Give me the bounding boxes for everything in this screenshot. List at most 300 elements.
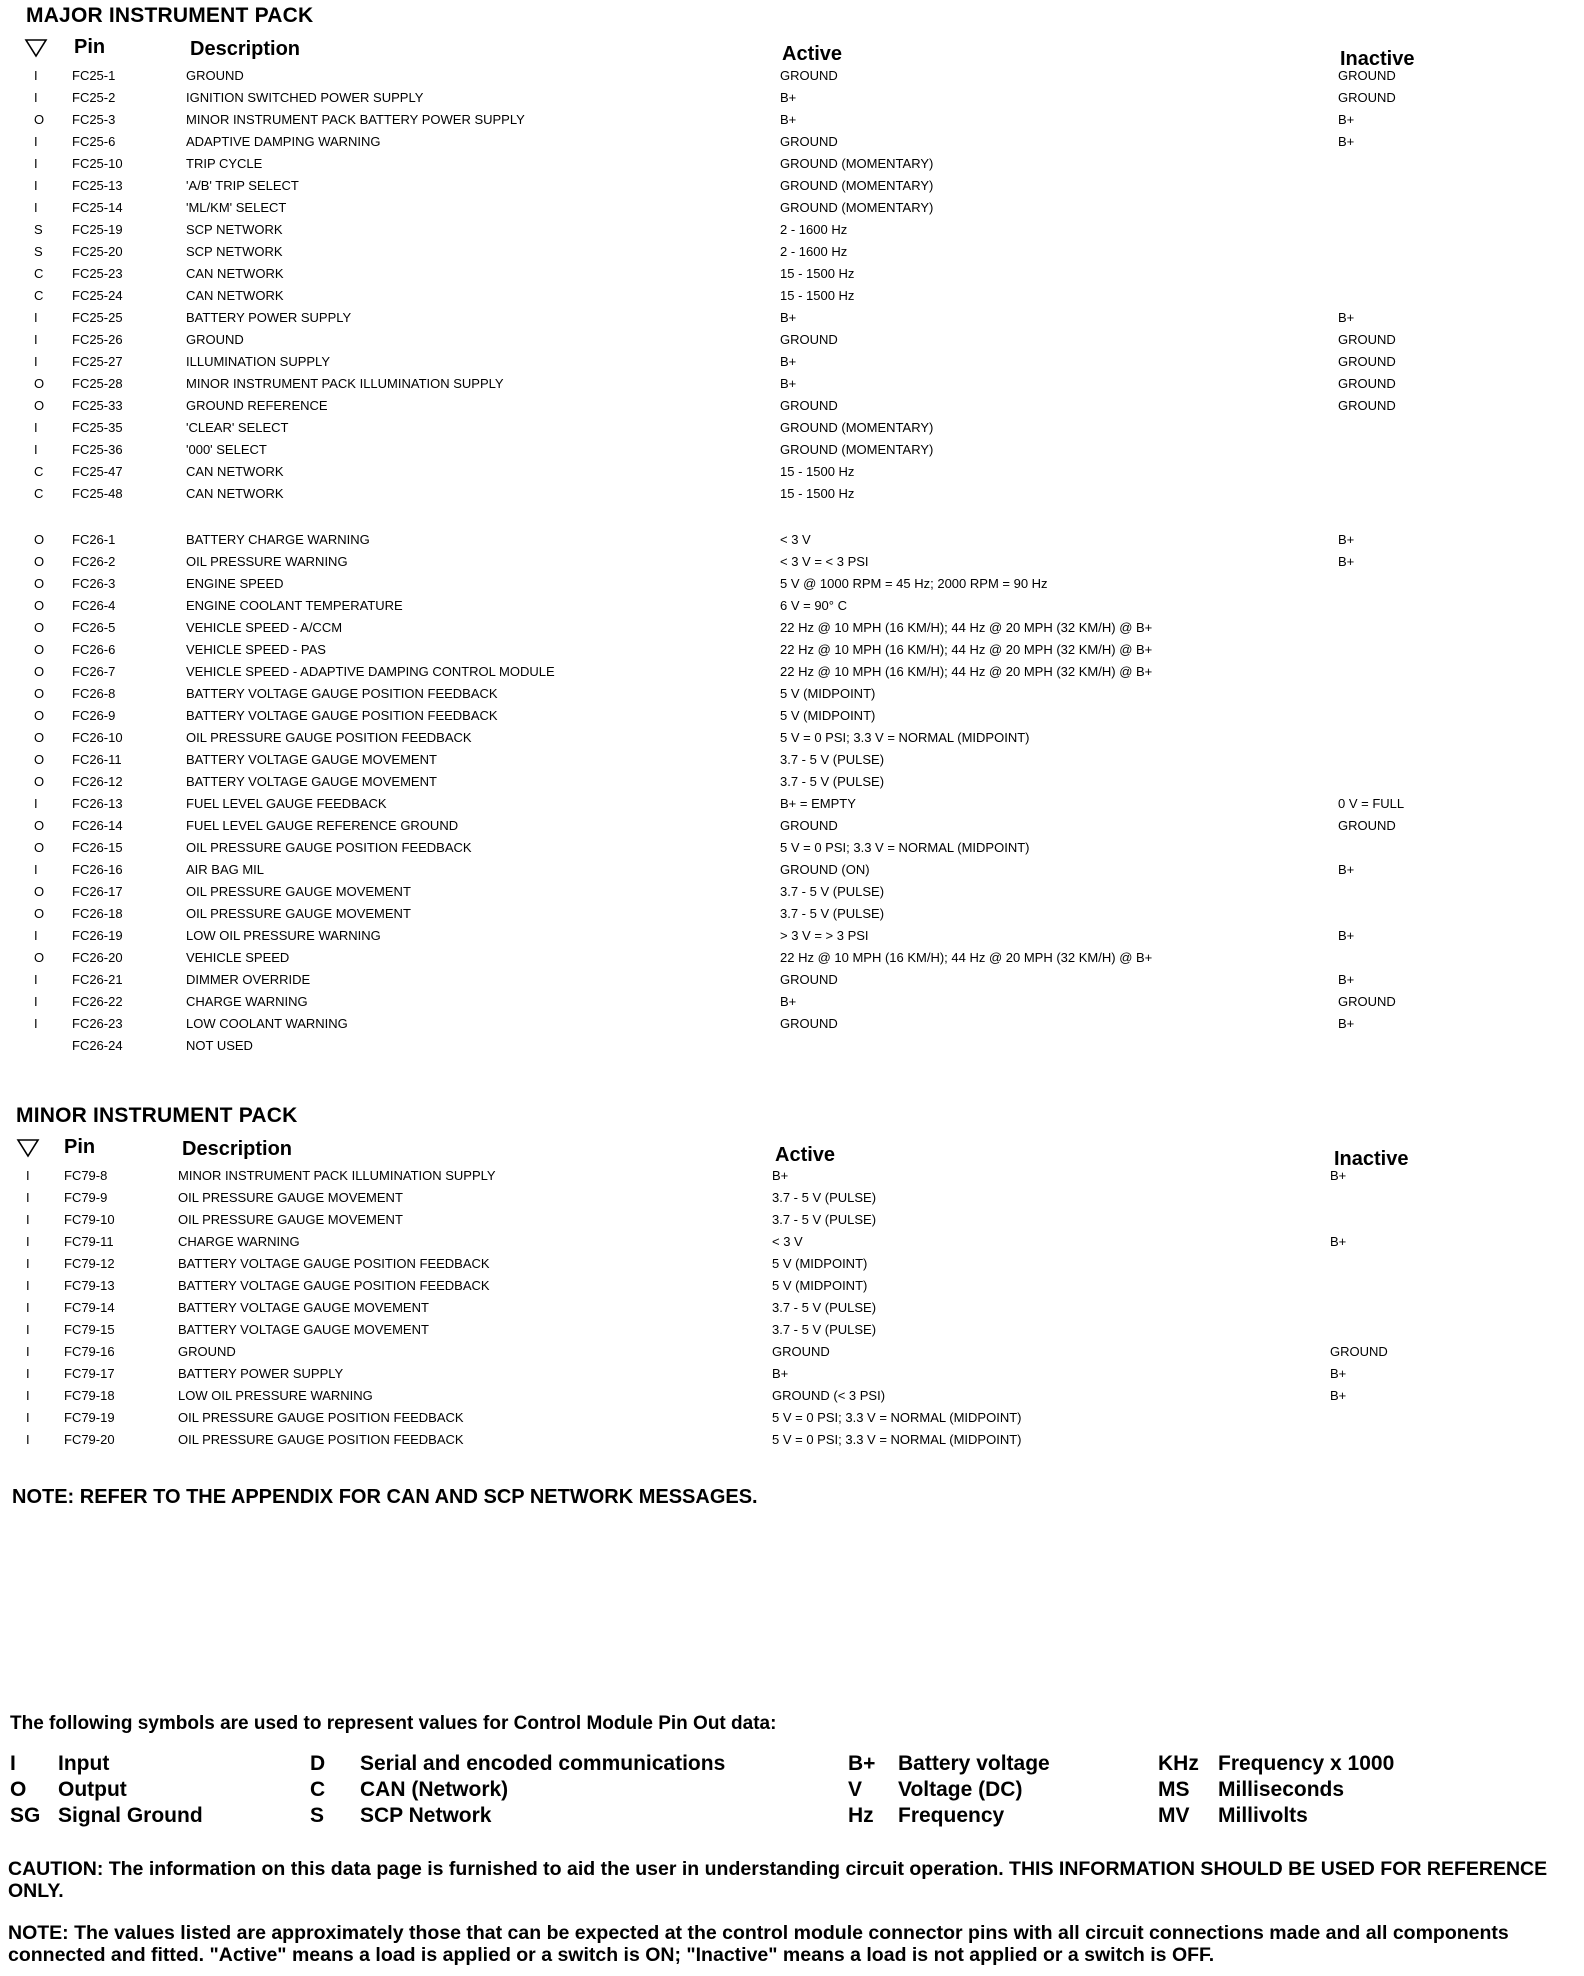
active-value: > 3 V = > 3 PSI xyxy=(780,928,869,943)
minor-section-title: MINOR INSTRUMENT PACK xyxy=(16,1104,298,1127)
pin-id: FC26-18 xyxy=(72,906,123,921)
active-value: 5 V (MIDPOINT) xyxy=(780,708,876,723)
active-value: GROUND (MOMENTARY) xyxy=(780,156,934,171)
legend-code: O xyxy=(10,1778,27,1801)
pin-description: LOW OIL PRESSURE WARNING xyxy=(178,1388,373,1403)
active-value: 22 Hz @ 10 MPH (16 KM/H); 44 Hz @ 20 MPH (32 KM/H) @ B+ xyxy=(780,642,1153,657)
pin-description: ILLUMINATION SUPPLY xyxy=(186,354,330,369)
table-row xyxy=(0,796,1584,818)
pin-type: I xyxy=(34,310,38,325)
table-row xyxy=(0,1432,1576,1454)
pin-id: FC79-10 xyxy=(64,1212,115,1227)
active-value: 3.7 - 5 V (PULSE) xyxy=(780,752,885,767)
pin-description: VEHICLE SPEED xyxy=(186,950,290,965)
pin-description: 'ML/KM' SELECT xyxy=(186,200,287,215)
table-row xyxy=(0,620,1584,642)
active-value: GROUND (MOMENTARY) xyxy=(780,178,934,193)
pin-description: OIL PRESSURE GAUGE POSITION FEEDBACK xyxy=(186,730,472,745)
legend-code: Hz xyxy=(848,1804,874,1827)
major-inactive-header: Inactive xyxy=(1340,48,1415,70)
table-row xyxy=(0,1322,1576,1344)
pin-type: C xyxy=(34,486,44,501)
active-value: GROUND xyxy=(780,1016,838,1031)
active-value: 15 - 1500 Hz xyxy=(780,266,855,281)
pin-id: FC26-5 xyxy=(72,620,116,635)
active-value: 5 V (MIDPOINT) xyxy=(780,686,876,701)
active-value: 5 V = 0 PSI; 3.3 V = NORMAL (MIDPOINT) xyxy=(780,840,1030,855)
pin-description: BATTERY POWER SUPPLY xyxy=(178,1366,344,1381)
inactive-value: B+ xyxy=(1338,928,1355,943)
active-value: GROUND xyxy=(780,332,838,347)
pin-type: O xyxy=(34,906,45,921)
pin-description: IGNITION SWITCHED POWER SUPPLY xyxy=(186,90,424,105)
table-row xyxy=(0,1410,1576,1432)
table-row xyxy=(0,686,1584,708)
pin-type: I xyxy=(34,134,38,149)
pin-id: FC25-19 xyxy=(72,222,123,237)
pin-type: O xyxy=(34,642,45,657)
pin-type: I xyxy=(34,862,38,877)
pin-id: FC26-6 xyxy=(72,642,116,657)
pin-type: O xyxy=(34,532,45,547)
active-value: 15 - 1500 Hz xyxy=(780,486,855,501)
active-value: GROUND xyxy=(780,68,838,83)
table-row xyxy=(0,288,1584,310)
pin-id: FC26-22 xyxy=(72,994,123,1009)
inactive-value: GROUND xyxy=(1338,376,1396,391)
table-row xyxy=(0,554,1584,576)
table-row xyxy=(0,420,1584,442)
legend-code: S xyxy=(310,1804,325,1827)
legend-label: Output xyxy=(58,1778,127,1801)
table-row xyxy=(0,972,1584,994)
table-row xyxy=(0,730,1584,752)
table-row xyxy=(0,134,1584,156)
active-value: GROUND (MOMENTARY) xyxy=(780,420,934,435)
pin-type: S xyxy=(34,222,43,237)
major-active-header: Active xyxy=(782,43,843,65)
table-row xyxy=(0,774,1584,796)
pin-id: FC25-1 xyxy=(72,68,116,83)
pin-id: FC25-26 xyxy=(72,332,123,347)
active-value: 22 Hz @ 10 MPH (16 KM/H); 44 Hz @ 20 MPH (32 KM/H) @ B+ xyxy=(780,950,1153,965)
active-value: 2 - 1600 Hz xyxy=(780,222,848,237)
table-row xyxy=(0,354,1584,376)
table-row xyxy=(0,376,1584,398)
pin-description: OIL PRESSURE GAUGE POSITION FEEDBACK xyxy=(186,840,472,855)
major-pin-header: Pin xyxy=(74,36,106,58)
active-value: 3.7 - 5 V (PULSE) xyxy=(772,1300,877,1315)
pin-type: O xyxy=(34,620,45,635)
legend-label: SCP Network xyxy=(360,1804,492,1827)
active-value: GROUND xyxy=(780,972,838,987)
inactive-value: GROUND xyxy=(1338,68,1396,83)
pin-description: BATTERY VOLTAGE GAUGE MOVEMENT xyxy=(186,774,437,789)
legend-label: Input xyxy=(58,1752,110,1775)
table-row xyxy=(0,576,1584,598)
legend-code: KHz xyxy=(1158,1752,1199,1775)
pin-id: FC26-11 xyxy=(72,752,122,767)
pin-type: I xyxy=(34,156,38,171)
active-value: 6 V = 90° C xyxy=(780,598,847,613)
legend-label: Serial and encoded communications xyxy=(360,1752,726,1775)
pin-description: CHARGE WARNING xyxy=(178,1234,300,1249)
table-row xyxy=(0,200,1584,222)
pin-id: FC25-28 xyxy=(72,376,123,391)
table-row xyxy=(0,906,1584,928)
table-row xyxy=(0,90,1584,112)
pin-id: FC26-1 xyxy=(72,532,116,547)
pin-id: FC26-19 xyxy=(72,928,123,943)
triangle-icon xyxy=(16,1138,40,1158)
pin-description: BATTERY VOLTAGE GAUGE POSITION FEEDBACK xyxy=(178,1256,490,1271)
active-value: < 3 V xyxy=(780,532,811,547)
pin-id: FC25-36 xyxy=(72,442,123,457)
pin-description: VEHICLE SPEED - PAS xyxy=(186,642,326,657)
legend-code: MV xyxy=(1158,1804,1190,1827)
pin-description: OIL PRESSURE GAUGE MOVEMENT xyxy=(178,1212,403,1227)
pin-id: FC79-11 xyxy=(64,1234,114,1249)
table-row xyxy=(0,486,1584,508)
pin-id: FC25-3 xyxy=(72,112,116,127)
active-value: 2 - 1600 Hz xyxy=(780,244,848,259)
inactive-value: B+ xyxy=(1338,112,1355,127)
pin-description: BATTERY POWER SUPPLY xyxy=(186,310,352,325)
pin-description: BATTERY VOLTAGE GAUGE MOVEMENT xyxy=(186,752,437,767)
pin-type: O xyxy=(34,840,45,855)
pin-id: FC26-21 xyxy=(72,972,123,987)
table-row xyxy=(0,862,1584,884)
pin-description: CAN NETWORK xyxy=(186,288,284,303)
inactive-value: GROUND xyxy=(1338,332,1396,347)
pin-description: VEHICLE SPEED - ADAPTIVE DAMPING CONTROL MODULE xyxy=(186,664,555,679)
pin-description: GROUND xyxy=(186,68,244,83)
pin-type: I xyxy=(26,1256,30,1271)
pin-type: I xyxy=(26,1366,30,1381)
pin-id: FC25-20 xyxy=(72,244,123,259)
pin-type: I xyxy=(34,994,38,1009)
active-value: B+ xyxy=(780,994,797,1009)
pin-type: I xyxy=(26,1278,30,1293)
active-value: B+ xyxy=(780,376,797,391)
pin-type: S xyxy=(34,244,43,259)
table-row xyxy=(0,928,1584,950)
pin-description: BATTERY VOLTAGE GAUGE MOVEMENT xyxy=(178,1322,429,1337)
active-value: 3.7 - 5 V (PULSE) xyxy=(780,884,885,899)
legend-label: Millivolts xyxy=(1218,1804,1308,1827)
pin-type: I xyxy=(34,90,38,105)
table-row xyxy=(0,1366,1576,1388)
table-row xyxy=(0,1212,1576,1234)
pin-type: O xyxy=(34,112,45,127)
table-row xyxy=(0,642,1584,664)
pin-type: O xyxy=(34,376,45,391)
legend-label: Battery voltage xyxy=(898,1752,1050,1775)
active-value: B+ xyxy=(780,310,797,325)
pin-description: OIL PRESSURE GAUGE MOVEMENT xyxy=(178,1190,403,1205)
inactive-value: B+ xyxy=(1330,1234,1347,1249)
pin-id: FC25-23 xyxy=(72,266,123,281)
legend-label: Voltage (DC) xyxy=(898,1778,1023,1801)
pin-type: O xyxy=(34,664,45,679)
table-row xyxy=(0,1278,1576,1300)
pin-type: I xyxy=(34,796,38,811)
pin-description: ENGINE COOLANT TEMPERATURE xyxy=(186,598,403,613)
active-value: 3.7 - 5 V (PULSE) xyxy=(772,1212,877,1227)
pin-id: FC26-15 xyxy=(72,840,123,855)
inactive-value: B+ xyxy=(1330,1366,1347,1381)
legend-code: SG xyxy=(10,1804,41,1827)
pin-description: MINOR INSTRUMENT PACK ILLUMINATION SUPPLY xyxy=(178,1168,496,1183)
pin-type: I xyxy=(26,1234,30,1249)
pin-id: FC25-25 xyxy=(72,310,123,325)
table-row xyxy=(0,1038,1584,1060)
pin-type: O xyxy=(34,730,45,745)
pin-description: OIL PRESSURE WARNING xyxy=(186,554,348,569)
pin-type: I xyxy=(26,1410,30,1425)
pin-type: C xyxy=(34,288,44,303)
active-value: B+ xyxy=(780,90,797,105)
inactive-value: 0 V = FULL xyxy=(1338,796,1405,811)
pin-type: I xyxy=(34,332,38,347)
inactive-value: GROUND xyxy=(1338,398,1396,413)
pin-description: GROUND REFERENCE xyxy=(186,398,328,413)
active-value: 5 V = 0 PSI; 3.3 V = NORMAL (MIDPOINT) xyxy=(772,1410,1022,1425)
pin-id: FC25-6 xyxy=(72,134,116,149)
table-row xyxy=(0,1016,1584,1038)
active-value: GROUND xyxy=(772,1344,830,1359)
inactive-value: B+ xyxy=(1338,972,1355,987)
inactive-value: GROUND xyxy=(1330,1344,1388,1359)
pin-type: O xyxy=(34,576,45,591)
pin-description: OIL PRESSURE GAUGE POSITION FEEDBACK xyxy=(178,1432,464,1447)
table-row xyxy=(0,112,1584,134)
pin-description: 'A/B' TRIP SELECT xyxy=(186,178,299,193)
active-value: B+ = EMPTY xyxy=(780,796,856,811)
major-section-title: MAJOR INSTRUMENT PACK xyxy=(26,4,314,27)
table-row xyxy=(0,244,1584,266)
pin-id: FC79-12 xyxy=(64,1256,115,1271)
active-value: GROUND (MOMENTARY) xyxy=(780,442,934,457)
table-row xyxy=(0,664,1584,686)
table-row xyxy=(0,464,1584,486)
pin-id: FC25-33 xyxy=(72,398,123,413)
table-row xyxy=(0,68,1584,90)
pin-description: FUEL LEVEL GAUGE FEEDBACK xyxy=(186,796,387,811)
pin-description: BATTERY VOLTAGE GAUGE POSITION FEEDBACK xyxy=(178,1278,490,1293)
table-row xyxy=(0,310,1584,332)
pin-id: FC26-13 xyxy=(72,796,123,811)
pin-id: FC25-24 xyxy=(72,288,123,303)
pin-id: FC26-2 xyxy=(72,554,116,569)
pin-description: ADAPTIVE DAMPING WARNING xyxy=(186,134,381,149)
table-row xyxy=(0,1388,1576,1410)
triangle-icon xyxy=(24,38,48,58)
pin-description: NOT USED xyxy=(186,1038,253,1053)
pin-id: FC26-7 xyxy=(72,664,116,679)
pin-id: FC25-13 xyxy=(72,178,123,193)
pin-description: BATTERY VOLTAGE GAUGE POSITION FEEDBACK xyxy=(186,708,498,723)
active-value: 5 V = 0 PSI; 3.3 V = NORMAL (MIDPOINT) xyxy=(772,1432,1022,1447)
table-row xyxy=(0,752,1584,774)
inactive-value: GROUND xyxy=(1338,818,1396,833)
active-value: 5 V (MIDPOINT) xyxy=(772,1278,868,1293)
pin-id: FC26-9 xyxy=(72,708,116,723)
legend-label: Milliseconds xyxy=(1218,1778,1345,1801)
pin-id: FC26-20 xyxy=(72,950,123,965)
inactive-value: B+ xyxy=(1338,862,1355,877)
table-row xyxy=(0,994,1584,1016)
pin-id: FC26-14 xyxy=(72,818,123,833)
legend-code: I xyxy=(10,1752,16,1775)
pin-type: I xyxy=(34,420,38,435)
active-value: GROUND xyxy=(780,134,838,149)
pin-id: FC25-14 xyxy=(72,200,123,215)
pin-type: I xyxy=(34,1016,38,1031)
table-row xyxy=(0,1344,1576,1366)
pin-id: FC79-17 xyxy=(64,1366,115,1381)
pin-id: FC79-19 xyxy=(64,1410,115,1425)
pin-id: FC26-23 xyxy=(72,1016,123,1031)
pin-description: BATTERY CHARGE WARNING xyxy=(186,532,370,547)
pin-type: I xyxy=(34,354,38,369)
inactive-value: B+ xyxy=(1338,134,1355,149)
table-row xyxy=(0,222,1584,244)
legend-label: Frequency xyxy=(898,1804,1005,1827)
active-value: GROUND (ON) xyxy=(780,862,870,877)
pin-description: TRIP CYCLE xyxy=(186,156,263,171)
pin-id: FC25-2 xyxy=(72,90,116,105)
active-value: 5 V @ 1000 RPM = 45 Hz; 2000 RPM = 90 Hz xyxy=(780,576,1048,591)
legend-intro: The following symbols are used to represent values for Control Module Pin Out data: xyxy=(10,1713,777,1734)
table-row xyxy=(0,442,1584,464)
pin-type: O xyxy=(34,598,45,613)
pin-id: FC26-24 xyxy=(72,1038,123,1053)
pin-description: ENGINE SPEED xyxy=(186,576,284,591)
minor-active-header: Active xyxy=(775,1144,836,1166)
active-value: 3.7 - 5 V (PULSE) xyxy=(772,1322,877,1337)
active-value: 15 - 1500 Hz xyxy=(780,288,855,303)
legend-code: B+ xyxy=(848,1752,876,1775)
inactive-value: B+ xyxy=(1338,532,1355,547)
pin-description: CAN NETWORK xyxy=(186,266,284,281)
pin-description: SCP NETWORK xyxy=(186,222,283,237)
active-value: 3.7 - 5 V (PULSE) xyxy=(780,774,885,789)
active-value: B+ xyxy=(772,1366,789,1381)
pin-type: O xyxy=(34,398,45,413)
pin-type: I xyxy=(26,1388,30,1403)
pin-id: FC25-35 xyxy=(72,420,123,435)
pin-description: VEHICLE SPEED - A/CCM xyxy=(186,620,343,635)
pin-description: DIMMER OVERRIDE xyxy=(186,972,311,987)
pin-type: I xyxy=(34,972,38,987)
active-value: 5 V = 0 PSI; 3.3 V = NORMAL (MIDPOINT) xyxy=(780,730,1030,745)
active-value: GROUND (< 3 PSI) xyxy=(772,1388,886,1403)
pin-id: FC26-10 xyxy=(72,730,123,745)
active-value: B+ xyxy=(772,1168,789,1183)
pin-type: O xyxy=(34,884,45,899)
pin-description: CHARGE WARNING xyxy=(186,994,308,1009)
table-row xyxy=(0,1190,1576,1212)
table-row xyxy=(0,1234,1576,1256)
minor-pin-header: Pin xyxy=(64,1136,96,1158)
inactive-value: B+ xyxy=(1338,1016,1355,1031)
table-row xyxy=(0,266,1584,288)
pin-id: FC79-15 xyxy=(64,1322,115,1337)
legend-code: V xyxy=(848,1778,863,1801)
caution-text: CAUTION: The information on this data page is furnished to aid the user in understanding circuit operation. THIS INFORMATION SHOULD BE USED FOR REFERENCE ONLY. xyxy=(8,1858,1548,1902)
inactive-value: B+ xyxy=(1338,310,1355,325)
legend-code: MS xyxy=(1158,1778,1190,1801)
pin-type: I xyxy=(34,928,38,943)
pin-type: O xyxy=(34,686,45,701)
pin-description: OIL PRESSURE GAUGE MOVEMENT xyxy=(186,884,411,899)
table-row xyxy=(0,598,1584,620)
active-value: 22 Hz @ 10 MPH (16 KM/H); 44 Hz @ 20 MPH (32 KM/H) @ B+ xyxy=(780,620,1153,635)
pin-type: I xyxy=(34,442,38,457)
pin-type: I xyxy=(26,1432,30,1447)
table-row xyxy=(0,950,1584,972)
pin-id: FC26-17 xyxy=(72,884,123,899)
active-value: GROUND xyxy=(780,818,838,833)
inactive-value: GROUND xyxy=(1338,90,1396,105)
inactive-value: B+ xyxy=(1330,1168,1347,1183)
pin-id: FC26-3 xyxy=(72,576,116,591)
pin-description: CAN NETWORK xyxy=(186,486,284,501)
pin-id: FC26-12 xyxy=(72,774,123,789)
pin-id: FC79-18 xyxy=(64,1388,115,1403)
pin-type: I xyxy=(34,178,38,193)
legend-label: CAN (Network) xyxy=(360,1778,509,1801)
note-text: NOTE: The values listed are approximately those that can be expected at the control module connector pins with all circuit connections made and all components connected and fitted. "Active" means a load is applied or a switch is ON; "Inactive" means a load is not applied or a switch is OFF. xyxy=(8,1922,1509,1966)
inactive-value: GROUND xyxy=(1338,354,1396,369)
pin-description: MINOR INSTRUMENT PACK BATTERY POWER SUPPLY xyxy=(186,112,525,127)
active-value: GROUND xyxy=(780,398,838,413)
pin-description: GROUND xyxy=(186,332,244,347)
pin-description: MINOR INSTRUMENT PACK ILLUMINATION SUPPLY xyxy=(186,376,504,391)
pin-type: I xyxy=(26,1322,30,1337)
pin-description: BATTERY VOLTAGE GAUGE MOVEMENT xyxy=(178,1300,429,1315)
pin-type: O xyxy=(34,774,45,789)
pin-description: SCP NETWORK xyxy=(186,244,283,259)
pin-type: C xyxy=(34,266,44,281)
pin-type: I xyxy=(26,1168,30,1183)
pin-type: I xyxy=(34,68,38,83)
pin-id: FC79-16 xyxy=(64,1344,115,1359)
table-row xyxy=(0,884,1584,906)
table-row xyxy=(0,1168,1576,1190)
pin-id: FC79-14 xyxy=(64,1300,115,1315)
pin-id: FC25-48 xyxy=(72,486,123,501)
active-value: 22 Hz @ 10 MPH (16 KM/H); 44 Hz @ 20 MPH (32 KM/H) @ B+ xyxy=(780,664,1153,679)
pin-id: FC25-47 xyxy=(72,464,123,479)
pin-id: FC25-27 xyxy=(72,354,123,369)
active-value: 3.7 - 5 V (PULSE) xyxy=(780,906,885,921)
pin-description: OIL PRESSURE GAUGE POSITION FEEDBACK xyxy=(178,1410,464,1425)
pin-description: 'CLEAR' SELECT xyxy=(186,420,289,435)
pin-description: AIR BAG MIL xyxy=(186,862,265,877)
active-value: 5 V (MIDPOINT) xyxy=(772,1256,868,1271)
pin-description: LOW COOLANT WARNING xyxy=(186,1016,348,1031)
pin-description: LOW OIL PRESSURE WARNING xyxy=(186,928,381,943)
pin-id: FC26-4 xyxy=(72,598,116,613)
pin-type: I xyxy=(26,1300,30,1315)
legend-code: D xyxy=(310,1752,326,1775)
pin-description: CAN NETWORK xyxy=(186,464,284,479)
pin-type: O xyxy=(34,708,45,723)
minor-inactive-header: Inactive xyxy=(1334,1148,1409,1170)
table-row xyxy=(0,398,1584,420)
